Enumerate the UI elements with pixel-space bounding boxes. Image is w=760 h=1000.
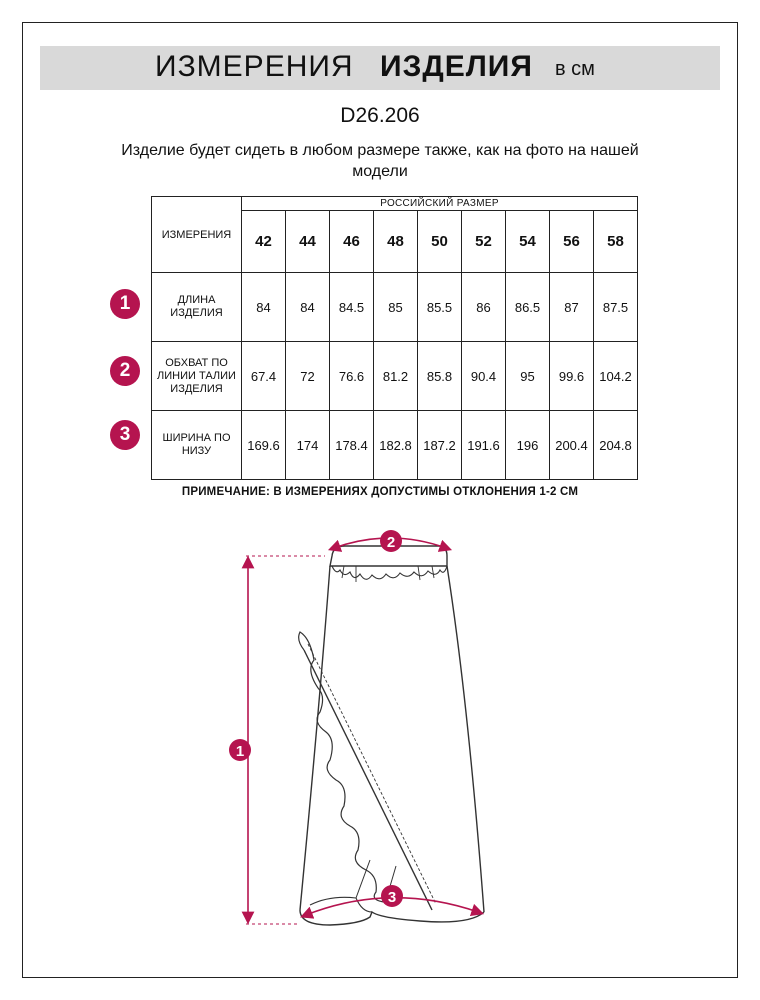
diagram-marker-1 [229, 739, 251, 761]
table-cell: 86 [462, 273, 506, 342]
table-cell: 84.5 [330, 273, 374, 342]
table-cell: 84 [242, 273, 286, 342]
size-header: 48 [374, 211, 418, 273]
row-label-hem-width: ШИРИНА ПО НИЗУ [152, 411, 242, 480]
table-cell: 178.4 [330, 411, 374, 480]
tolerance-note: ПРИМЕЧАНИЕ: В ИЗМЕРЕНИЯХ ДОПУСТИМЫ ОТКЛОНЕНИЯ 1-2 СМ [181, 486, 579, 498]
table-cell: 86.5 [506, 273, 550, 342]
size-header: 58 [594, 211, 638, 273]
table-cell: 90.4 [462, 342, 506, 411]
table-cell: 85.8 [418, 342, 462, 411]
table-cell: 187.2 [418, 411, 462, 480]
table-cell: 84 [286, 273, 330, 342]
diagram-marker-2 [380, 530, 402, 552]
table-cell: 85 [374, 273, 418, 342]
table-cell: 196 [506, 411, 550, 480]
length-dimension [246, 556, 325, 924]
size-header: 54 [506, 211, 550, 273]
article-number: D26.206 [340, 104, 420, 127]
diagram-marker-1-label: 1 [235, 743, 245, 760]
table-cell: 87 [550, 273, 594, 342]
table-cell: 95 [506, 342, 550, 411]
table-cell: 200.4 [550, 411, 594, 480]
table-cell: 99.6 [550, 342, 594, 411]
table-cell: 76.6 [330, 342, 374, 411]
size-header: 42 [242, 211, 286, 273]
size-caption: РОССИЙСКИЙ РАЗМЕР [242, 197, 638, 211]
table-cell: 87.5 [594, 273, 638, 342]
table-cell: 182.8 [374, 411, 418, 480]
size-header: 50 [418, 211, 462, 273]
table-cell: 67.4 [242, 342, 286, 411]
title-item: ИЗДЕЛИЯ [380, 50, 533, 83]
table-cell: 104.2 [594, 342, 638, 411]
fit-note: Изделие будет сидеть в любом размере также, как на фото на нашей модели [121, 142, 639, 180]
table-cell: 81.2 [374, 342, 418, 411]
title-units: в см [555, 58, 595, 80]
table-cell: 169.6 [242, 411, 286, 480]
diagram-marker-3-label: 3 [387, 889, 397, 906]
size-header: 52 [462, 211, 506, 273]
table-cell: 204.8 [594, 411, 638, 480]
size-header: 44 [286, 211, 330, 273]
measure-header: ИЗМЕРЕНИЯ [152, 197, 242, 273]
table-cell: 85.5 [418, 273, 462, 342]
row-marker-3: 3 [110, 420, 140, 450]
diagram-marker-2-label: 2 [386, 534, 396, 551]
row-label-waist: ОБХВАТ ПО ЛИНИИ ТАЛИИ ИЗДЕЛИЯ [152, 342, 242, 411]
table-cell: 174 [286, 411, 330, 480]
row-marker-2: 2 [110, 356, 140, 386]
skirt-sketch [299, 546, 484, 925]
size-header: 46 [330, 211, 374, 273]
table-cell: 191.6 [462, 411, 506, 480]
diagram-marker-3 [381, 885, 403, 907]
size-header: 56 [550, 211, 594, 273]
table-cell: 72 [286, 342, 330, 411]
row-label-length: ДЛИНА ИЗДЕЛИЯ [152, 273, 242, 342]
title-measurements: ИЗМЕРЕНИЯ [155, 50, 354, 83]
row-marker-1: 1 [110, 289, 140, 319]
